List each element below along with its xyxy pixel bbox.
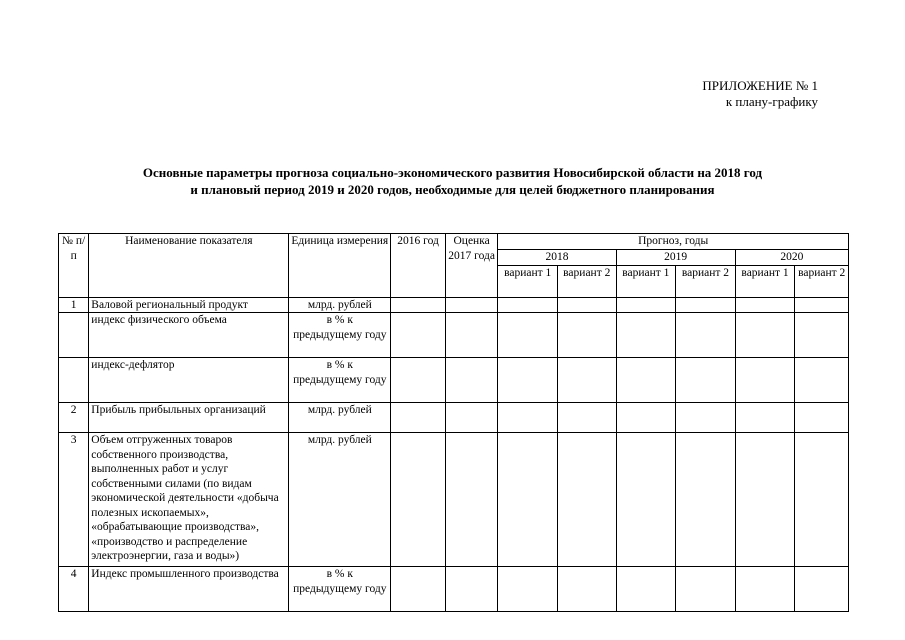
row-num: 4 xyxy=(59,567,89,612)
document-title-line-1: Основные параметры прогноза социально-экономического развития Новосибирской области на 2018 год xyxy=(142,165,763,180)
row-indicator-name: индекс-дефлятор xyxy=(89,358,289,403)
value-cell xyxy=(445,313,498,358)
row-num xyxy=(59,358,89,403)
header-2018-variant-1: вариант 1 xyxy=(498,265,558,297)
table-row xyxy=(59,313,849,358)
value-cell xyxy=(391,433,446,567)
value-cell xyxy=(557,313,616,358)
value-cell xyxy=(498,403,558,433)
header-indicator-name: Наименование показателя xyxy=(89,234,289,298)
value-cell xyxy=(391,567,446,612)
header-year-2020: 2020 xyxy=(735,250,848,266)
value-cell xyxy=(498,433,558,567)
header-year-2018: 2018 xyxy=(498,250,616,266)
value-cell xyxy=(445,297,498,313)
value-cell xyxy=(498,567,558,612)
header-estimate-2017: Оценка 2017 года xyxy=(445,234,498,298)
value-cell xyxy=(795,297,849,313)
value-cell xyxy=(445,567,498,612)
value-cell xyxy=(616,358,676,403)
value-cell xyxy=(557,567,616,612)
appendix-title: ПРИЛОЖЕНИЕ № 1 xyxy=(702,78,818,93)
row-unit: в % к предыдущему году xyxy=(289,313,391,358)
document-title-line-2: и плановый период 2019 и 2020 годов, необходимые для целей бюджетного планирования xyxy=(190,182,715,197)
value-cell xyxy=(735,297,795,313)
value-cell xyxy=(735,433,795,567)
row-unit: млрд. рублей xyxy=(289,403,391,433)
header-year-2016: 2016 год xyxy=(391,234,446,298)
header-year-2019: 2019 xyxy=(616,250,735,266)
value-cell xyxy=(391,403,446,433)
row-indicator-name: Индекс промышленного производства xyxy=(89,567,289,612)
value-cell xyxy=(795,358,849,403)
table-row xyxy=(59,358,849,403)
row-num xyxy=(59,313,89,358)
value-cell xyxy=(445,433,498,567)
table-row xyxy=(59,403,849,433)
header-2020-variant-1: вариант 1 xyxy=(735,265,795,297)
value-cell xyxy=(676,403,736,433)
value-cell xyxy=(391,297,446,313)
row-indicator-name: Прибыль прибыльных организаций xyxy=(89,403,289,433)
row-unit: в % к предыдущему году xyxy=(289,567,391,612)
header-unit: Единица измерения xyxy=(289,234,391,298)
value-cell xyxy=(616,433,676,567)
value-cell xyxy=(795,567,849,612)
value-cell xyxy=(557,297,616,313)
value-cell xyxy=(795,403,849,433)
table-row xyxy=(59,567,849,612)
header-num: № п/п xyxy=(59,234,89,298)
value-cell xyxy=(795,433,849,567)
value-cell xyxy=(676,358,736,403)
value-cell xyxy=(557,433,616,567)
row-unit: млрд. рублей xyxy=(289,433,391,567)
value-cell xyxy=(735,403,795,433)
appendix-subtitle: к плану-графику xyxy=(725,94,818,109)
header-2018-variant-2: вариант 2 xyxy=(557,265,616,297)
value-cell xyxy=(676,297,736,313)
value-cell xyxy=(676,433,736,567)
value-cell xyxy=(795,313,849,358)
forecast-parameters-table xyxy=(58,233,849,612)
value-cell xyxy=(445,403,498,433)
value-cell xyxy=(616,403,676,433)
value-cell xyxy=(676,567,736,612)
value-cell xyxy=(735,567,795,612)
row-num: 2 xyxy=(59,403,89,433)
value-cell xyxy=(498,297,558,313)
value-cell xyxy=(616,567,676,612)
document-title xyxy=(50,164,855,198)
row-num: 3 xyxy=(59,433,89,567)
value-cell xyxy=(445,358,498,403)
row-unit: млрд. рублей xyxy=(289,297,391,313)
value-cell xyxy=(498,313,558,358)
row-unit: в % к предыдущему году xyxy=(289,358,391,403)
row-indicator-name: Валовой региональный продукт xyxy=(89,297,289,313)
value-cell xyxy=(616,313,676,358)
table-row xyxy=(59,297,849,313)
value-cell xyxy=(735,313,795,358)
header-forecast: Прогноз, годы xyxy=(498,234,849,250)
row-num: 1 xyxy=(59,297,89,313)
value-cell xyxy=(391,313,446,358)
value-cell xyxy=(391,358,446,403)
header-2019-variant-1: вариант 1 xyxy=(616,265,676,297)
header-2019-variant-2: вариант 2 xyxy=(676,265,736,297)
value-cell xyxy=(676,313,736,358)
value-cell xyxy=(557,358,616,403)
value-cell xyxy=(557,403,616,433)
header-2020-variant-2: вариант 2 xyxy=(795,265,849,297)
row-indicator-name: индекс физического объема xyxy=(89,313,289,358)
value-cell xyxy=(498,358,558,403)
value-cell xyxy=(735,358,795,403)
table-row xyxy=(59,433,849,567)
value-cell xyxy=(616,297,676,313)
row-indicator-name: Объем отгруженных товаров собственного производства, выполненных работ и услуг собственными силами (по видам экономической деятельности «добыча полезных ископаемых», «обрабатывающие производства», «производство и распределение электроэнергии, газа и воды») xyxy=(89,433,289,567)
appendix-header xyxy=(702,78,818,110)
